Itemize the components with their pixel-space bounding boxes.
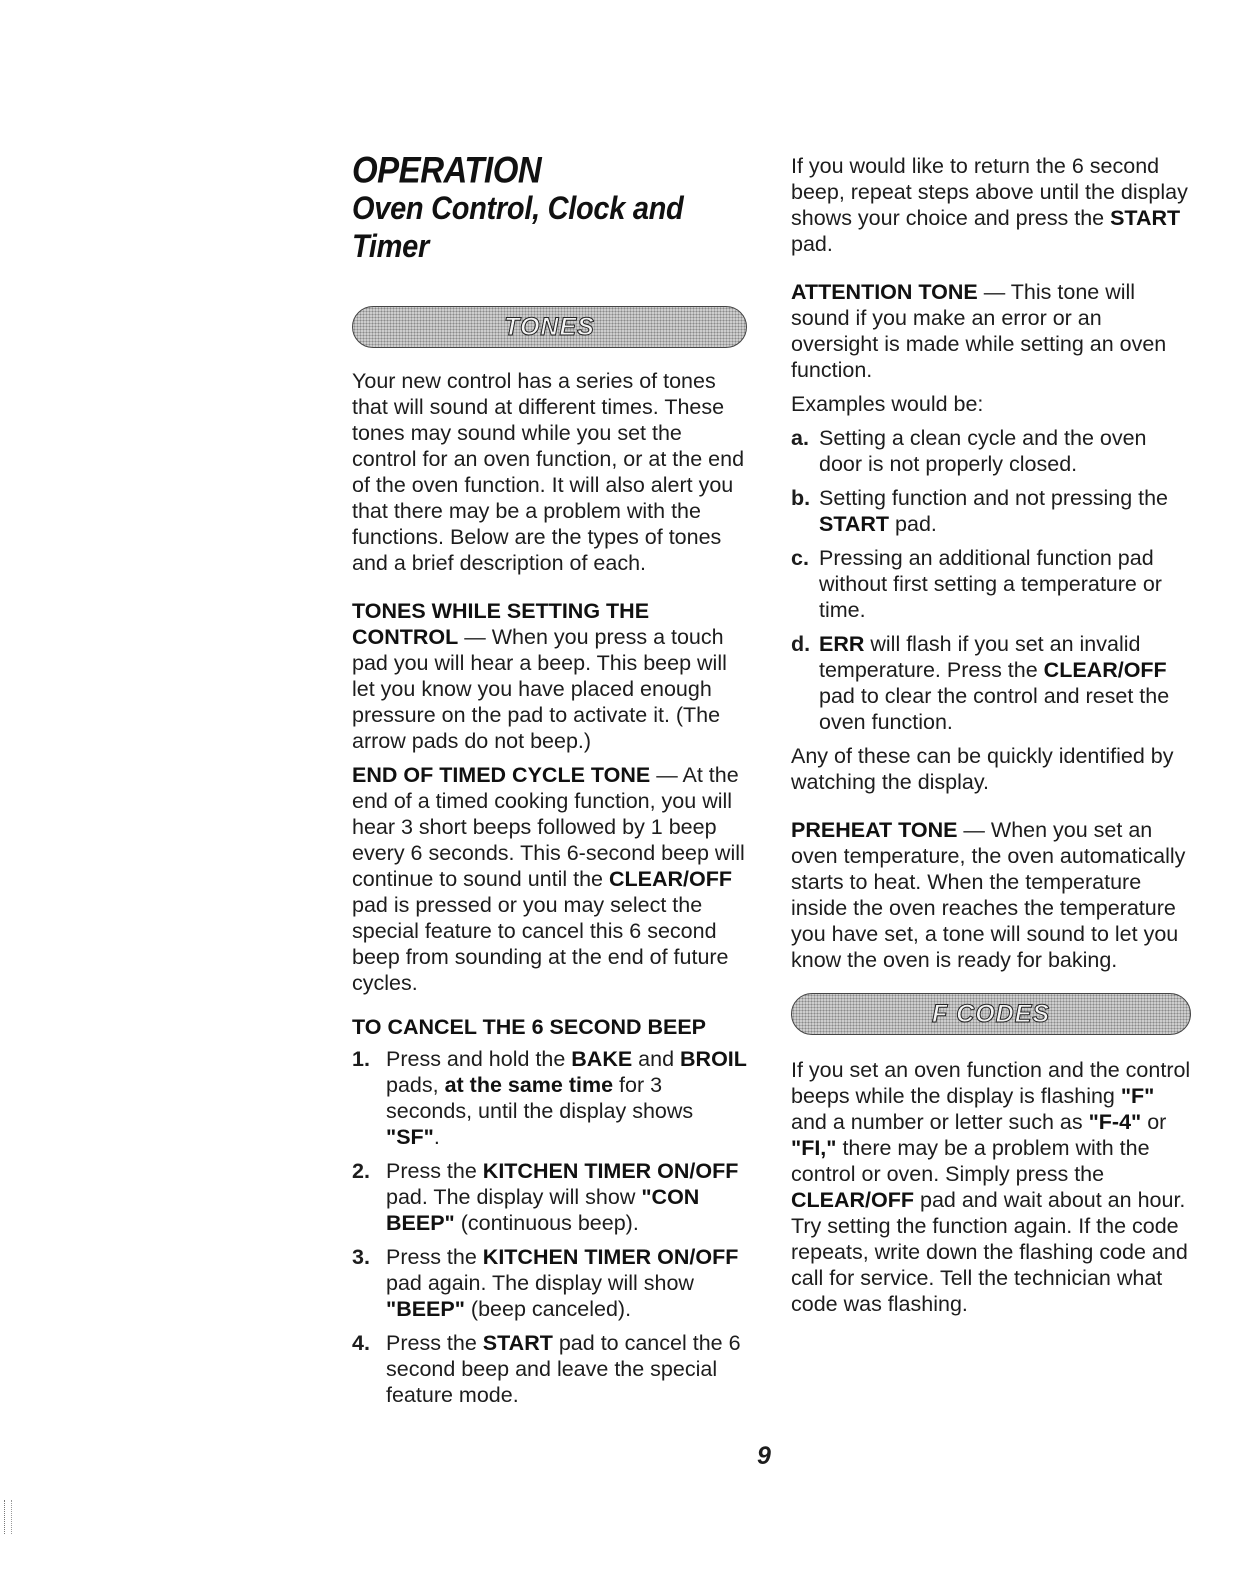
step-bold: "SF" [386,1125,434,1149]
example-text: pad. [889,512,937,536]
list-item [791,485,1191,537]
step-text: pad. The display will show [386,1185,642,1209]
step-bold: BAKE [571,1047,633,1071]
return-beep-text: pad. [791,232,833,256]
return-beep-text: If you would like to return the 6 second beep, repeat steps above until the display shows your choice and press the [791,154,1188,230]
step-bold: "BEEP" [386,1297,465,1321]
fcodes-paragraph [791,1057,1191,1317]
return-beep-bold: START [1110,206,1181,230]
example-letter: a. [791,426,809,450]
example-text: will flash if you set an invalid temperature. Press the [819,632,1141,682]
tones-banner-label: TONES [504,313,595,341]
tones-setting-heading: TONES WHILE SETTING THE CONTROL [352,599,650,649]
step-text: Press the [386,1159,483,1183]
end-cycle-body1: — At the end of a timed cooking function, you will hear 3 short beeps followed by 1 beep every 6 seconds. This 6-second beep will continue to sound until the [352,763,745,891]
list-item [352,1158,747,1236]
fcodes-banner-label: F CODES [931,1000,1051,1028]
fcodes-text: and a number or letter such as [791,1110,1089,1134]
step-text: pad to cancel the 6 second beep and leave the special feature mode. [386,1331,741,1407]
example-bold: CLEAR/OFF [1043,658,1167,682]
step-text: (continuous beep). [454,1211,639,1235]
preheat-heading: PREHEAT TONE [791,818,958,842]
page-title: Oven Control, Clock and Timer [352,191,684,266]
step-bold: at the same time [444,1073,614,1097]
preheat-body: — When you set an oven temperature, the oven automatically starts to heat. When the temperature inside the oven reaches the temperature you have set, a tone will sound to let you know the oven is ready for baking. [791,818,1186,972]
step-number: 1. [352,1047,370,1071]
fcodes-bold: "FI," [791,1136,837,1160]
example-text: Setting a clean cycle and the oven door is not properly closed. [819,426,1147,476]
fcodes-bold: "F" [1120,1084,1155,1108]
fcodes-bold: "F-4" [1088,1110,1142,1134]
example-letter: c. [791,546,809,570]
cancel-steps-list [352,1046,747,1408]
list-item [352,1244,747,1322]
step-bold: KITCHEN TIMER ON/OFF [482,1245,739,1269]
example-bold: START [819,512,890,536]
step-number: 2. [352,1159,370,1183]
attention-heading: ATTENTION TONE [791,280,978,304]
attention-closing: Any of these can be quickly identified by watching the display. [791,744,1174,794]
return-beep-paragraph [791,153,1191,257]
example-text: pad to clear the control and reset the oven function. [819,684,1170,734]
right-column [791,153,1191,1331]
left-column [352,150,747,1416]
step-text: . [433,1125,440,1149]
step-bold: BROIL [680,1047,747,1071]
end-cycle-paragraph [352,762,747,996]
fcodes-text: there may be a problem with the control or oven. Simply press the [791,1136,1150,1186]
preheat-paragraph [791,817,1191,973]
step-text: Press and hold the [386,1047,572,1071]
examples-list [791,425,1191,735]
end-cycle-body2: pad is pressed or you may select the special feature to cancel this 6 second beep from sounding at the end of future cycles. [352,893,729,995]
step-text: pads, [386,1073,445,1097]
scan-edge-marks [4,1500,12,1534]
section-title: OPERATION [352,148,542,191]
step-bold: START [482,1331,553,1355]
fcodes-banner [791,993,1191,1035]
end-cycle-clear-off: CLEAR/OFF [609,867,733,891]
list-item [352,1330,747,1408]
step-text: and [632,1047,681,1071]
attention-paragraph [791,279,1191,383]
step-number: 4. [352,1331,370,1355]
step-bold: "CON BEEP" [386,1185,700,1235]
fcodes-text: If you set an oven function and the control beeps while the display is flashing [791,1058,1191,1108]
attention-body: — This tone will sound if you make an error or an oversight is made while setting an oven function. [791,280,1167,382]
step-text: pad again. The display will show [386,1271,694,1295]
fcodes-text: or [1141,1110,1167,1134]
step-number: 3. [352,1245,370,1269]
tones-setting-paragraph [352,598,747,754]
page-number: 9 [757,1442,771,1470]
step-text: for 3 seconds, until the display shows [386,1073,694,1123]
list-item [791,425,1191,477]
tones-banner [352,306,747,348]
step-text: Press the [386,1331,483,1355]
end-cycle-heading: END OF TIMED CYCLE TONE [352,763,651,787]
intro-paragraph: Your new control has a series of tones that will sound at different times. These tones may sound while you set the control for an oven function, or at the end of the oven function. It will also alert you that there may be a problem with the functions. Below are the types of tones and a brief description of each. [352,369,745,575]
step-bold: KITCHEN TIMER ON/OFF [482,1159,739,1183]
example-text: Setting function and not pressing the [819,486,1169,510]
example-letter: d. [791,632,811,656]
list-item [352,1046,747,1150]
step-text: (beep canceled). [464,1297,632,1321]
example-letter: b. [791,486,811,510]
fcodes-text: pad and wait about an hour. Try setting the function again. If the code repeats, write down the flashing code and call for service. Tell the technician what code was flashing. [791,1188,1188,1316]
list-item [791,545,1191,623]
cancel-heading: TO CANCEL THE 6 SECOND BEEP [352,1015,707,1039]
step-text: Press the [386,1245,483,1269]
fcodes-bold: CLEAR/OFF [791,1188,915,1212]
list-item [791,631,1191,735]
example-bold: ERR [819,632,865,656]
tones-setting-body: — When you press a touch pad you will hear a beep. This beep will let you know you have placed enough pressure on the pad to activate it. (The arrow pads do not beep.) [352,625,727,753]
examples-label: Examples would be: [791,392,984,416]
example-text: Pressing an additional function pad without first setting a temperature or time. [819,546,1162,622]
